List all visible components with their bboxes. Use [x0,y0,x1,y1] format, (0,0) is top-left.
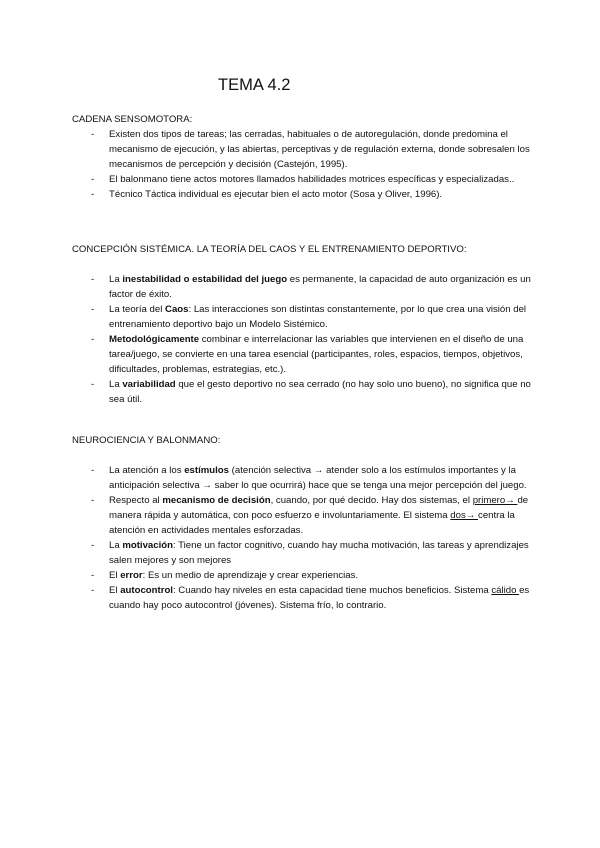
bullet-dash: - [91,304,95,315]
section-heading: NEUROCIENCIA Y BALONMANO: [72,435,221,446]
list-item: - Existen dos tipos de tareas; las cerradas, habituales o de autoregulación, donde predomina el mecanismo de ejecución, y las abiertas, perceptivas y de regulación externa, donde sobresalen los mecanismos de percepción y decisión (Castejón, 1995). [91,129,530,170]
section-concepcion-sistemica [72,242,532,407]
list-item: - La inestabilidad o estabilidad del juego es permanente, la capacidad de auto organización es un factor de éxito. [91,274,531,300]
list-item: - El balonmano tiene actos motores llamados habilidades motrices específicas y especializadas.. [91,174,515,185]
section-heading: CADENA SENSOMOTORA: [72,114,193,125]
bullet-dash: - [91,379,95,390]
list-item: - El autocontrol: Cuando hay niveles en esta capacidad tiene muchos beneficios. Sistema cálido es cuando hay poco autocontrol (jóvenes). Sistema frío, lo contrario. [91,585,530,611]
bullet-dash: - [91,465,95,476]
list-item: - Técnico Táctica individual es ejecutar bien el acto motor (Sosa y Oliver, 1996). [91,189,443,200]
bullet-dash: - [91,495,95,506]
bullet-list [72,272,532,407]
section-cadena-sensomotora [72,112,532,202]
list-item: - La atención a los estímulos (atención selectiva → atender solo a los estímulos importantes y la anticipación selectiva → saber lo que ocurrirá) hace que se tenga una mejor percepción del juego. [91,465,527,491]
page-title: TEMA 4.2 [218,76,291,94]
bullet-dash: - [91,585,95,596]
section-heading: CONCEPCIÓN SISTÉMICA. LA TEORÍA DEL CAOS Y EL ENTRENAMIENTO DEPORTIVO: [72,244,467,255]
bullet-dash: - [91,570,95,581]
list-item: - Respecto al mecanismo de decisión, cuando, por qué decido. Hay dos sistemas, el primero→ de manera rápida y automática, con poco esfuerzo e involuntariamente. El sistema dos→ centra la atención en actividades mentales esforzadas. [91,495,529,536]
bullet-dash: - [91,274,95,285]
bullet-dash: - [91,129,95,140]
bullet-dash: - [91,540,95,551]
bullet-list [72,127,532,202]
section-neurociencia [72,433,532,613]
list-item: - La variabilidad que el gesto deportivo no sea cerrado (no hay solo uno bueno), no significa que no sea útil. [91,379,531,405]
bullet-dash: - [91,334,95,345]
list-item: - Metodológicamente combinar e interrelacionar las variables que intervienen en el diseño de una tarea/juego, se convierte en una tarea esencial (participantes, roles, espacios, tiempos, objetivos, dificultades, problemas, estrategias, etc.). [91,334,524,375]
list-item: - La motivación: Tiene un factor cognitivo, cuando hay mucha motivación, las tareas y aprendizajes salen mejores y son mejores [91,540,529,566]
list-item: - El error: Es un medio de aprendizaje y crear experiencias. [91,570,359,581]
list-item: - La teoría del Caos: Las interacciones son distintas constantemente, por lo que crea una visión del entrenamiento deportivo bajo un Modelo Sistémico. [91,304,527,330]
bullet-dash: - [91,189,95,200]
bullet-list [72,463,532,613]
bullet-dash: - [91,174,95,185]
